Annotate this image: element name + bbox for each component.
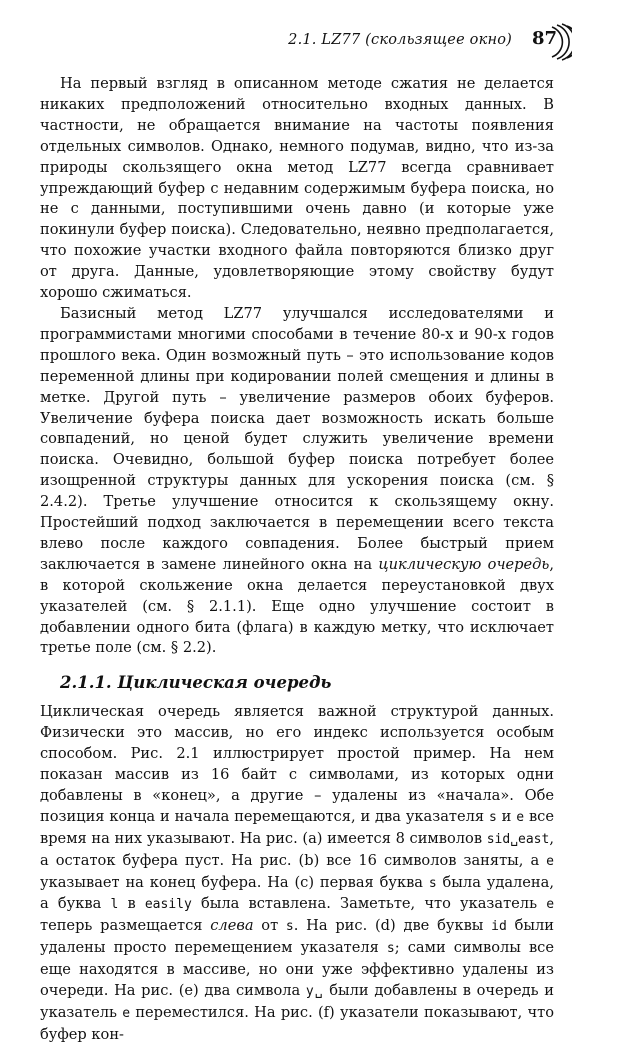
- code-id: id: [491, 919, 507, 935]
- p3-text: были удалены просто перемещением указателя: [40, 917, 554, 957]
- page-number: 87: [532, 28, 558, 49]
- paragraph-2-text-b: , в которой скольжение окна делается переустановкой двух указателей (см. § 2.1.1). Еще одно улучшение состоит в добавлении одного бита (флага) в каждую метку, что исключает третье поле (см. § 2.2).: [40, 555, 554, 657]
- page-number-arcs-icon: [548, 22, 572, 62]
- p3-text: . На рис. (d) две буквы: [293, 917, 492, 935]
- paragraph-3: [40, 702, 554, 1046]
- p3-text: , а остаток буфера пуст. На рис. (b) все 16 символов заняты, а: [40, 829, 554, 869]
- code-e: e: [122, 1005, 131, 1021]
- code-sid-east: sid␣east: [486, 831, 550, 847]
- emphasis-left: слева: [210, 917, 254, 935]
- code-s: s: [428, 875, 437, 891]
- code-e: e: [546, 853, 554, 869]
- p3-text: все время на них указывают. На рис. (a) имеется 8 символов: [40, 807, 554, 847]
- code-e: e: [546, 897, 555, 913]
- p3-text: была удалена, а буква: [40, 873, 554, 913]
- section-title: 2.1.1. Циклическая очередь: [60, 673, 332, 693]
- p3-text: были добавлены в очередь и указатель: [40, 982, 554, 1021]
- p3-text: была вставлена. Заметьте, что указатель: [191, 895, 547, 913]
- p3-text: теперь размещается: [40, 917, 211, 935]
- code-l: l: [110, 897, 119, 913]
- code-e: e: [516, 809, 525, 825]
- p3-text: в: [118, 895, 145, 913]
- page-content: [40, 74, 554, 1046]
- code-s: s: [285, 919, 294, 935]
- running-head: 2.1. LZ77 (скользящее окно): [288, 32, 512, 48]
- code-s: s: [386, 941, 395, 957]
- p3-text: Циклическая очередь является важной структурой данных. Физически это массив, но его индекс используется особым способом. Рис. 2.1 иллюстрирует простой пример. На нем показан массив из 16 байт с символами, из которых одни добавлены в «конец», а другие – удалены из «начала». Обе позиция конца и начала перемещаются, и два указателя: [40, 703, 554, 825]
- paragraph-2: [40, 304, 554, 659]
- p3-text: переместился. На рис. (f) указатели показывают, что буфер кон-: [40, 1003, 554, 1043]
- p3-text: указывает на конец буфера. На (c) первая буква: [40, 873, 429, 891]
- p3-text: от: [253, 917, 286, 935]
- paragraph-2-text-a: Базисный метод LZ77 улучшался исследователями и программистами многими способами в течение 80-х и 90-х годов прошлого века. Один возможный путь – это использование кодов переменной длины при кодировании полей смещения и длины в метке. Другой путь – увеличение размеров обоих буферов. Увеличение буфера поиска дает возможность искать больше совпадений, но ценой будет служить увеличение времени поиска. Очевидно, большой буфер поиска потребует более изощренной структуры данных для ускорения поиска (см. § 2.4.2). Третье улучшение относится к скользящему окну. Простейший подход заключается в перемещении всего текста влево после каждого совпадения. Более быстрый прием заключается в замене линейного окна на: [40, 304, 554, 573]
- code-s: s: [488, 809, 497, 825]
- code-y: y␣: [305, 984, 324, 1000]
- page-header: [0, 22, 630, 66]
- code-easily: easily: [144, 897, 192, 913]
- p3-text: и: [496, 807, 517, 825]
- p3-text: ; сами символы все еще находятся в массиве, но они уже эффективно удалены из очереди. На рис. (e) два символа: [40, 939, 554, 1000]
- paragraph-1: На первый взгляд в описанном методе сжатия не делается никаких предположений относительно входных данных. В частности, не обращается внимание на частоты появления отдельных символов. Однако, немного подумав, видно, что из-за природы скользящего окна метод LZ77 всегда сравнивает упреждающий буфер с недавним содержимым буфера поиска, но не с данными, поступившими очень давно (и которые уже покинули буфер поиска). Следовательно, неявно предполагается, что похожие участки входного файла повторяются близко друг от друга. Данные, удовлетворяющие этому свойству будут хорошо сжиматься.: [40, 75, 554, 302]
- emphasis-cyclic-queue: циклическую очередь: [378, 555, 550, 573]
